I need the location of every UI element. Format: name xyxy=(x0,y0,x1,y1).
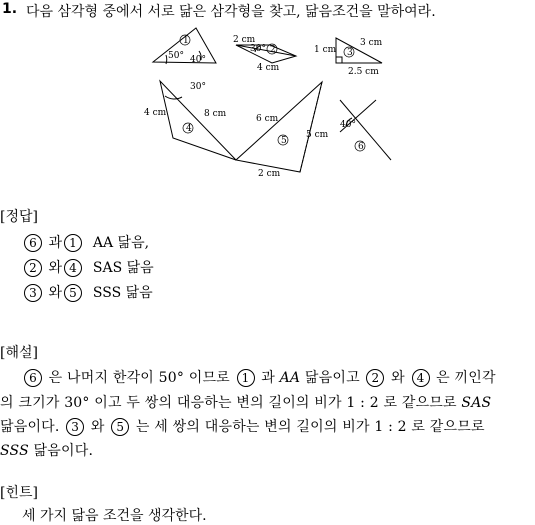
answer-row-2 xyxy=(22,257,154,277)
question-text: 다음 삼각형 중에서 서로 닮은 삼각형을 찾고, 닮음조건을 말하여라. xyxy=(26,4,436,20)
cond-1: AA 닮음, xyxy=(92,235,150,251)
circled-4: 4 xyxy=(64,259,82,277)
t2-side-a: 2 cm xyxy=(233,35,256,45)
exp-text-4: 와 xyxy=(391,370,405,386)
circled-4: 4 xyxy=(412,369,430,387)
t6-num: 6 xyxy=(358,142,364,152)
exp-sas: SAS xyxy=(461,395,492,411)
t4-angle: 30° xyxy=(190,82,206,92)
conj-1: 과 xyxy=(48,235,62,251)
answer-header: [정답] xyxy=(0,209,38,225)
exp-text-10: 닮음이다. xyxy=(33,443,94,459)
circled-1: 1 xyxy=(237,369,255,387)
circled-1: 1 xyxy=(64,234,82,252)
answer-row-1 xyxy=(22,232,149,252)
triangle-5 xyxy=(236,82,322,172)
circled-5: 5 xyxy=(111,418,129,436)
t2-angle: 30° xyxy=(250,44,266,54)
t4-side-left: 4 cm xyxy=(144,108,167,118)
exp-text-1: 은 나머지 한각이 50° 이므로 xyxy=(48,370,230,386)
t1-angle-a: 50° xyxy=(168,51,184,61)
triangles-figure xyxy=(0,0,535,200)
t1-angle-b: 40° xyxy=(190,55,206,65)
hint-header: [힌트] xyxy=(0,485,38,501)
answer-row-3 xyxy=(22,282,153,302)
t3-side-bottom: 2.5 cm xyxy=(348,67,379,77)
t4-num: 4 xyxy=(186,124,192,134)
circled-3: 3 xyxy=(24,284,42,302)
t3-num: 3 xyxy=(347,48,353,58)
circled-5: 5 xyxy=(64,284,82,302)
circled-2: 2 xyxy=(24,259,42,277)
exp-text-5: 은 끼인각 xyxy=(436,370,496,386)
t5-side-right: 5 cm xyxy=(306,130,329,140)
exp-sss: SSS xyxy=(0,443,29,459)
exp-text-9: 는 세 쌍의 대응하는 변의 길이의 비가 1 : 2 로 같으므로 xyxy=(135,419,485,435)
t1-num: 1 xyxy=(183,36,189,46)
exp-text-7: 닮음이다. xyxy=(0,419,60,435)
t2-side-b: 4 cm xyxy=(257,63,280,73)
explanation-line-3 xyxy=(0,416,485,436)
t3-side-top: 3 cm xyxy=(360,38,383,48)
explanation-line-4 xyxy=(0,440,93,460)
explanation-line-2 xyxy=(0,392,491,412)
exp-text-8: 와 xyxy=(90,419,105,435)
t5-side-bottom: 2 cm xyxy=(258,169,281,179)
t2-num: 2 xyxy=(270,45,276,55)
t6-angle: 40° xyxy=(340,120,356,130)
t3-side-left: 1 cm xyxy=(314,45,337,55)
t5-side-left: 6 cm xyxy=(256,114,279,124)
question-number: 1. xyxy=(2,1,18,17)
circled-6: 6 xyxy=(24,234,42,252)
triangle-4 xyxy=(160,81,236,160)
conj-3: 와 xyxy=(48,285,62,301)
cond-3: SSS 닮음 xyxy=(92,285,153,301)
circled-2: 2 xyxy=(366,369,384,387)
explanation-header: [해설] xyxy=(0,345,38,361)
exp-text-6: 의 크기가 30° 이고 두 쌍의 대응하는 변의 길이의 비가 1 : 2 로 같으므로 xyxy=(0,395,457,411)
exp-text-3: 닮음이고 xyxy=(304,370,360,386)
hint-text: 세 가지 닮음 조건을 생각한다. xyxy=(22,508,207,524)
conj-2: 와 xyxy=(48,260,62,276)
exp-text-2: 과 xyxy=(261,370,275,386)
circled-3: 3 xyxy=(66,418,84,436)
t5-num: 5 xyxy=(281,136,287,146)
cond-2: SAS 닮음 xyxy=(92,260,154,276)
exp-aa: AA xyxy=(279,370,301,386)
circled-6: 6 xyxy=(24,369,42,387)
explanation-line-1 xyxy=(22,367,496,387)
t4-side-right: 8 cm xyxy=(204,109,227,119)
